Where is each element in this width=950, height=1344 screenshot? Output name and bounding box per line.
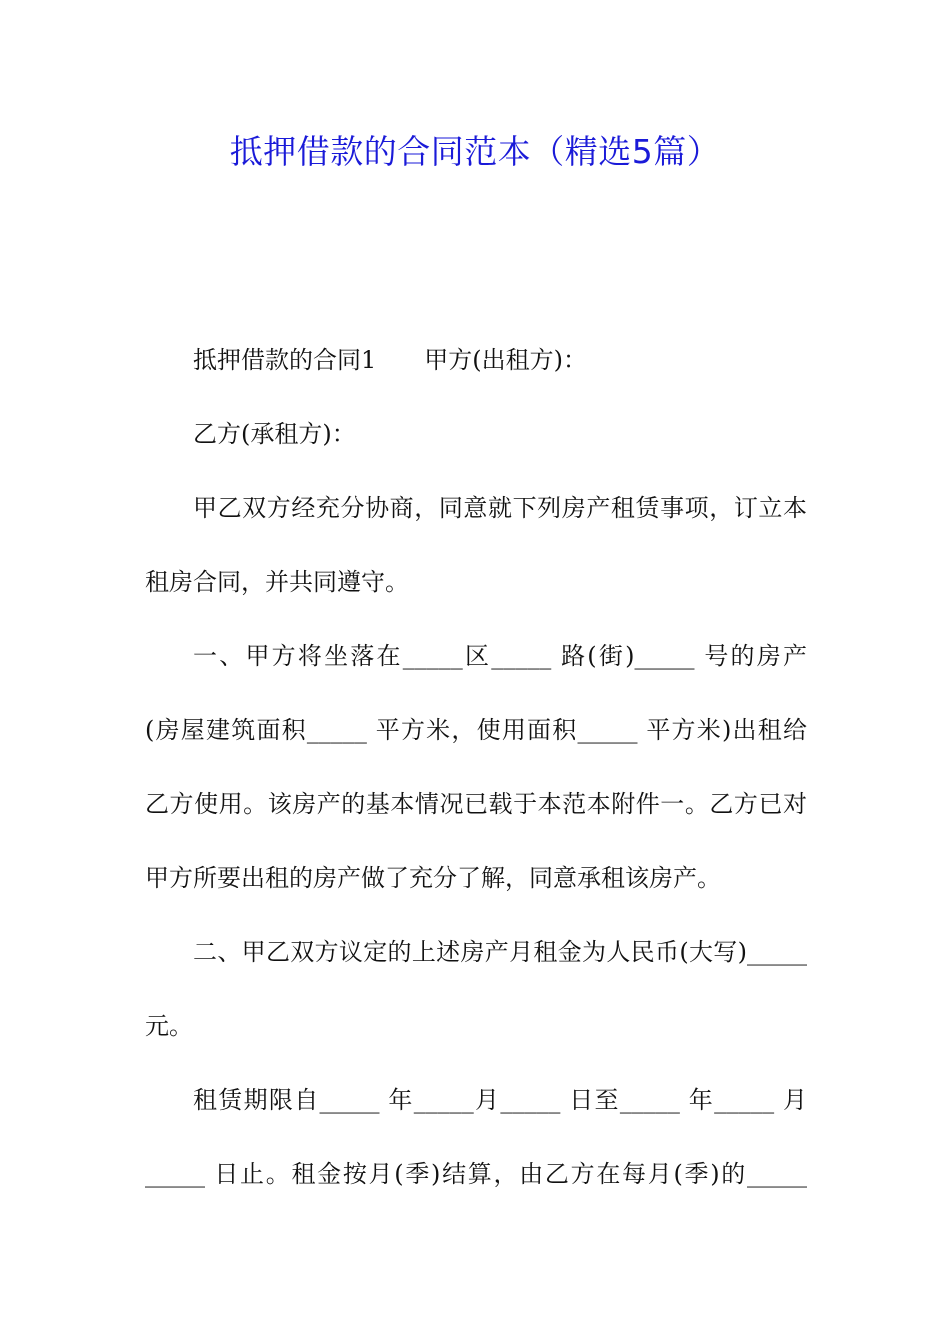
paragraph-line: 二、甲乙双方议定的上述房产月租金为人民币(大写)_____ (193, 938, 807, 966)
paragraph-line: 抵押借款的合同1 甲方(出租方)： (193, 346, 587, 374)
paragraph-line: 甲方所要出租的房产做了充分了解，同意承租该房产。 (145, 864, 721, 892)
document-body (145, 335, 807, 1223)
document-title: 抵押借款的合同范本（精选5篇） (229, 132, 721, 171)
paragraph-line: 租房合同，并共同遵守。 (145, 568, 409, 596)
paragraph-line: (房屋建筑面积_____ 平方米，使用面积_____ 平方米)出租给 (145, 716, 807, 744)
paragraph-line: 甲乙双方经充分协商，同意就下列房产租赁事项，订立本 (193, 494, 807, 522)
paragraph-line: 租赁期限自_____ 年_____月_____ 日至_____ 年_____ 月 (193, 1086, 807, 1114)
paragraph-line: 一、甲方将坐落在_____区_____ 路(街)_____ 号的房产 (193, 642, 807, 670)
paragraph-line: 乙方(承租方)： (193, 420, 356, 448)
paragraph-line: 乙方使用。该房产的基本情况已载于本范本附件一。乙方已对 (145, 790, 807, 818)
paragraph-line: _____ 日止。租金按月(季)结算，由乙方在每月(季)的_____ (145, 1160, 807, 1188)
paragraph-line: 元。 (145, 1012, 193, 1040)
